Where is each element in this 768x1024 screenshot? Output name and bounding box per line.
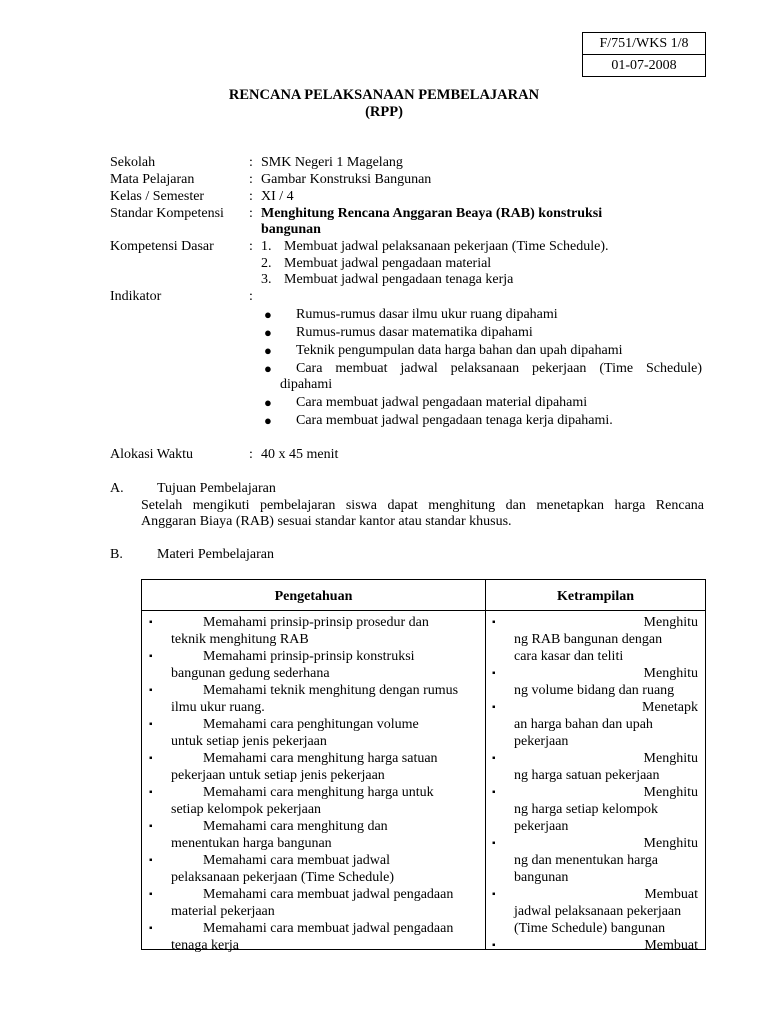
standar-kompetensi-label: Standar Kompetensi [110,206,224,221]
square-bullet-icon: ▪ [149,719,153,730]
ketrampilan-item [492,886,698,937]
square-bullet-icon: ▪ [149,889,153,900]
ketrampilan-item-line: ng dan menentukan harga [514,853,658,868]
ketrampilan-item-line: Membuat [644,887,698,902]
indikator-item: Rumus-rumus dasar matematika dipahami [296,325,533,340]
kd-item: Membuat jadwal pelaksanaan pekerjaan (Time Schedule). [284,239,609,254]
pengetahuan-item [149,750,483,784]
ketrampilan-item-line: Membuat [644,938,698,953]
document-code: F/751/WKS 1/8 [599,36,689,51]
table-header-pengetahuan: Pengetahuan [274,589,353,604]
square-bullet-icon: ▪ [492,702,496,713]
section-b-letter: B. [110,547,123,562]
section-a-text: Setelah mengikuti pembelajaran siswa dapat menghitung dan menetapkan harga Rencana [141,498,704,513]
ketrampilan-item-line: Menghitu [643,666,698,681]
square-bullet-icon: ▪ [149,651,153,662]
ketrampilan-item [492,937,698,954]
ketrampilan-item-line: pekerjaan [514,819,569,834]
colon: : [249,189,253,204]
square-bullet-icon: ▪ [492,787,496,798]
ketrampilan-item [492,835,698,886]
kd-item: Membuat jadwal pengadaan material [284,256,492,271]
ketrampilan-item [492,784,698,835]
sekolah-value: SMK Negeri 1 Magelang [261,155,403,170]
pengetahuan-item-line: Memahami cara menghitung harga satuan [203,751,438,766]
pengetahuan-item-line: Memahami prinsip-prinsip konstruksi [203,649,415,664]
ketrampilan-item-line: Menghitu [643,836,698,851]
pengetahuan-item-line: pekerjaan untuk setiap jenis pekerjaan [171,768,385,783]
pengetahuan-item-line: tenaga kerja [171,938,240,953]
document-code-box [582,32,706,77]
square-bullet-icon: ▪ [492,940,496,951]
square-bullet-icon: ▪ [149,753,153,764]
indikator-label: Indikator [110,289,162,304]
pengetahuan-item-line: Memahami prinsip-prinsip prosedur dan [203,615,429,630]
pengetahuan-item-line: Memahami cara menghitung harga untuk [203,785,434,800]
ketrampilan-item-line: an harga bahan dan upah [514,717,653,732]
square-bullet-icon: ▪ [149,923,153,934]
section-a-heading: Tujuan Pembelajaran [157,481,276,496]
ketrampilan-item-line: Menghitu [643,785,698,800]
indikator-item: Cara membuat jadwal pelaksanaan pekerjaan (Time Schedule) [296,361,702,376]
table-header-ketrampilan: Ketrampilan [557,589,634,604]
ketrampilan-item [492,699,698,750]
pengetahuan-item [149,886,483,920]
indikator-item: Teknik pengumpulan data harga bahan dan upah dipahami [296,343,623,358]
pengetahuan-item-line: Memahami cara membuat jadwal pengadaan [203,887,454,902]
colon: : [249,239,253,254]
ketrampilan-item [492,665,698,699]
ketrampilan-item [492,750,698,784]
pengetahuan-item-line: menentukan harga bangunan [171,836,332,851]
pengetahuan-item-line: teknik menghitung RAB [171,632,309,647]
standar-kompetensi-value: Menghitung Rencana Anggaran Beaya (RAB) konstruksi [261,206,603,221]
section-a-letter: A. [110,481,124,496]
colon: : [249,172,253,187]
kelas-value: XI / 4 [261,189,294,204]
square-bullet-icon: ▪ [492,838,496,849]
indikator-item: Cara membuat jadwal pengadaan tenaga kerja dipahami. [296,413,613,428]
pengetahuan-cell [149,614,483,954]
section-a-text-cont: Anggaran Biaya (RAB) sesuai standar kantor atau standar khusus. [141,514,512,529]
standar-kompetensi-value-cont: bangunan [261,222,321,237]
ketrampilan-item-line: ng harga satuan pekerjaan [514,768,660,783]
pengetahuan-item [149,648,483,682]
ketrampilan-item-line: bangunan [514,870,569,885]
kd-item: Membuat jadwal pengadaan tenaga kerja [284,272,514,287]
bullet-icon: ● [264,325,272,340]
colon: : [249,155,253,170]
square-bullet-icon: ▪ [492,753,496,764]
pengetahuan-item [149,614,483,648]
pengetahuan-item-line: Memahami teknik menghitung dengan rumus [203,683,459,698]
materi-table [141,579,706,953]
square-bullet-icon: ▪ [492,668,496,679]
document-date: 01-07-2008 [583,54,705,76]
square-bullet-icon: ▪ [149,685,153,696]
ketrampilan-item-line: ng volume bidang dan ruang [514,683,675,698]
kd-number: 3. [261,272,272,287]
pengetahuan-item [149,852,483,886]
bullet-icon: ● [264,307,272,322]
pengetahuan-item-line: Memahami cara menghitung dan [203,819,388,834]
pengetahuan-item-line: Memahami cara membuat jadwal pengadaan [203,921,454,936]
pengetahuan-item [149,920,483,954]
square-bullet-icon: ▪ [149,617,153,628]
bullet-icon: ● [264,395,272,410]
ketrampilan-item-line: (Time Schedule) bangunan [514,921,666,936]
square-bullet-icon: ▪ [149,787,153,798]
mapel-label: Mata Pelajaran [110,172,195,187]
bullet-icon: ● [264,413,272,428]
pengetahuan-item [149,818,483,852]
pengetahuan-item-line: pelaksanaan pekerjaan (Time Schedule) [171,870,395,885]
ketrampilan-item-line: cara kasar dan teliti [514,649,624,664]
ketrampilan-item-line: Menghitu [643,751,698,766]
mapel-value: Gambar Konstruksi Bangunan [261,172,432,187]
colon: : [249,447,253,462]
pengetahuan-item-line: Memahami cara membuat jadwal [203,853,390,868]
table-divider [485,580,486,949]
ketrampilan-item-line: pekerjaan [514,734,569,749]
section-b-heading: Materi Pembelajaran [157,547,275,562]
indikator-item: Cara membuat jadwal pengadaan material dipahami [296,395,588,410]
pengetahuan-item-line: ilmu ukur ruang. [171,700,265,715]
square-bullet-icon: ▪ [149,821,153,832]
pengetahuan-item [149,716,483,750]
indikator-item-cont: dipahami [280,377,333,392]
pengetahuan-item-line: bangunan gedung sederhana [171,666,330,681]
alokasi-waktu-label: Alokasi Waktu [110,447,193,462]
pengetahuan-item-line: untuk setiap jenis pekerjaan [171,734,327,749]
bullet-icon: ● [264,361,272,376]
pengetahuan-item-line: Memahami cara penghitungan volume [203,717,419,732]
pengetahuan-item [149,682,483,716]
pengetahuan-item [149,784,483,818]
document-title: RENCANA PELAKSANAAN PEMBELAJARAN [228,87,540,103]
alokasi-waktu-value: 40 x 45 menit [261,447,339,462]
colon: : [249,206,253,221]
colon: : [249,289,253,304]
kompetensi-dasar-label: Kompetensi Dasar [110,239,214,254]
square-bullet-icon: ▪ [492,889,496,900]
square-bullet-icon: ▪ [492,617,496,628]
kd-number: 1. [261,239,272,254]
ketrampilan-item-line: jadwal pelaksanaan pekerjaan [514,904,682,919]
kelas-label: Kelas / Semester [110,189,205,204]
ketrampilan-item [492,614,698,665]
pengetahuan-item-line: setiap kelompok pekerjaan [171,802,322,817]
ketrampilan-cell [492,614,698,954]
table-divider [142,610,705,611]
sekolah-label: Sekolah [110,155,156,170]
pengetahuan-item-line: material pekerjaan [171,904,275,919]
document-subtitle: (RPP) [365,104,403,120]
square-bullet-icon: ▪ [149,855,153,866]
ketrampilan-item-line: Menetapk [642,700,698,715]
ketrampilan-item-line: ng RAB bangunan dengan [514,632,663,647]
kd-number: 2. [261,256,272,271]
bullet-icon: ● [264,343,272,358]
ketrampilan-item-line: Menghitu [643,615,698,630]
ketrampilan-item-line: ng harga setiap kelompok [514,802,658,817]
indikator-item: Rumus-rumus dasar ilmu ukur ruang dipahami [296,307,558,322]
